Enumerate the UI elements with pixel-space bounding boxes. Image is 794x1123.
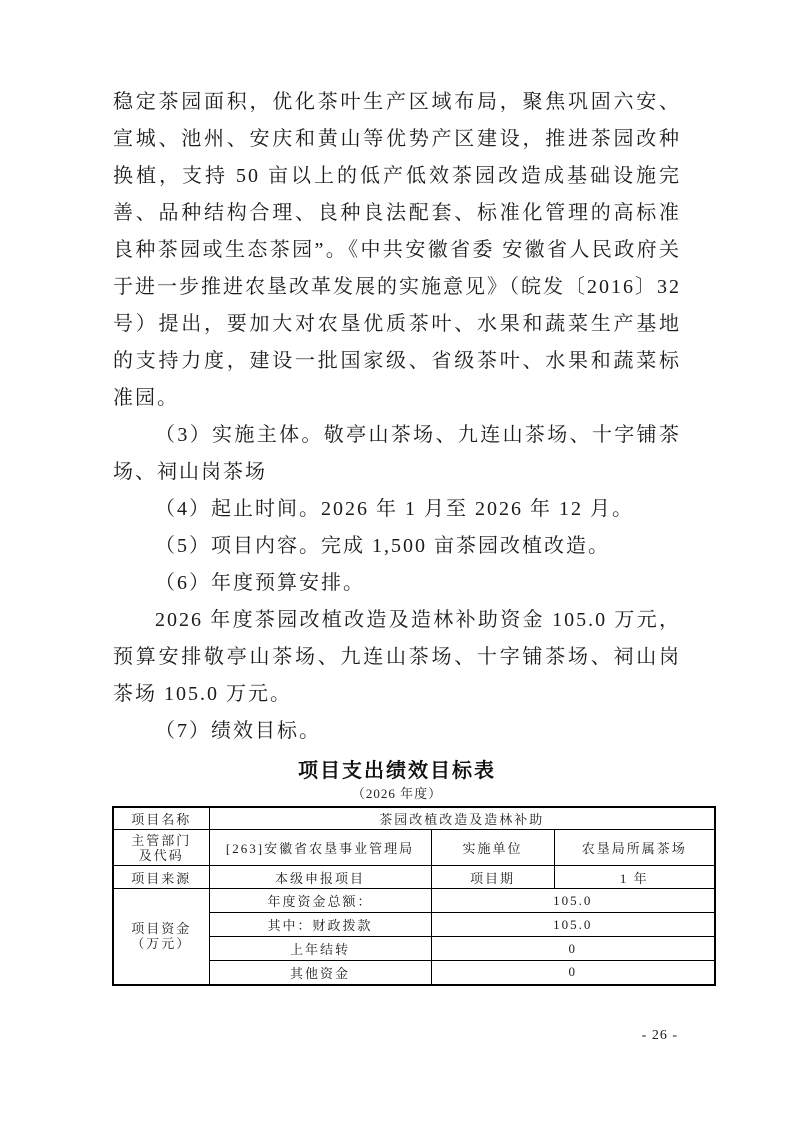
cell-source-value: 本级申报项目	[209, 866, 431, 889]
cell-source-label: 项目来源	[113, 866, 209, 889]
cell-period-value: 1 年	[554, 866, 715, 889]
body-paragraph: （6）年度预算安排。	[155, 572, 365, 594]
body-paragraph: （7）绩效目标。	[155, 720, 321, 742]
cell-dept-label-line1: 主管部门	[131, 832, 192, 848]
cell-project-name-value: 茶园改植改造及造林补助	[209, 807, 715, 830]
performance-table	[112, 806, 716, 986]
table-subtitle: （2026 年度）	[351, 786, 443, 801]
cell-impl-unit-value: 农垦局所属茶场	[554, 830, 715, 866]
body-paragraph: 2026 年度茶园改植改造及造林补助资金 105.0 万元，预算安排敬亭山茶场、九连山茶场、十字铺茶场、祠山岗茶场 105.0 万元。	[113, 609, 681, 705]
cell-impl-unit-label: 实施单位	[431, 830, 554, 866]
cell-period-label: 项目期	[431, 866, 554, 889]
cell-project-name-label: 项目名称	[113, 807, 209, 830]
body-paragraph: 稳定茶园面积，优化茶叶生产区域布局，聚焦巩固六安、宣城、池州、安庆和黄山等优势产区建设，推进茶园改种换植，支持 50 亩以上的低产低效茶园改造成基础设施完善、品种结构合理、良种良法配套、标准化管理的高标准良种茶园或生态茶园”。《中共安徽省委 安徽省人民政府关于进一步推进农垦改革发展的实施意见》（皖发〔2016〕32 号）提出，要加大对农垦优质茶叶、水果和蔬菜生产基地的支持力度，建设一批国家级、省级茶叶、水果和蔬菜标准园。	[113, 91, 681, 409]
cell-funds-label	[113, 889, 209, 985]
cell-dept-value: [263]安徽省农垦事业管理局	[209, 830, 431, 866]
document-body	[113, 84, 687, 986]
cell-fund-other-value: 0	[431, 961, 715, 985]
cell-dept-label	[113, 830, 209, 866]
body-paragraph: （3）实施主体。敬亭山茶场、九连山茶场、十字铺茶场、祠山岗茶场	[113, 424, 681, 483]
cell-fund-fiscal-value: 105.0	[431, 913, 715, 937]
cell-dept-label-line2: 及代码	[138, 847, 184, 863]
page-number: - 26 -	[641, 1028, 678, 1043]
cell-fund-total-label: 年度资金总额：	[209, 889, 431, 913]
cell-fund-carryover-value: 0	[431, 937, 715, 961]
table-row	[113, 889, 715, 913]
cell-fund-fiscal-label: 其中：财政拨款	[209, 913, 431, 937]
table-title: 项目支出绩效目标表	[298, 760, 496, 782]
cell-fund-other-label: 其他资金	[209, 961, 431, 985]
cell-fund-carryover-label: 上年结转	[209, 937, 431, 961]
body-paragraph: （5）项目内容。完成 1,500 亩茶园改植改造。	[155, 535, 610, 557]
cell-funds-label-line2: （万元）	[131, 936, 192, 952]
body-paragraph: （4）起止时间。2026 年 1 月至 2026 年 12 月。	[155, 498, 634, 520]
table-row	[113, 830, 715, 866]
table-row	[113, 866, 715, 889]
table-row	[113, 807, 715, 830]
cell-funds-label-line1: 项目资金	[131, 921, 192, 937]
cell-fund-total-value: 105.0	[431, 889, 715, 913]
